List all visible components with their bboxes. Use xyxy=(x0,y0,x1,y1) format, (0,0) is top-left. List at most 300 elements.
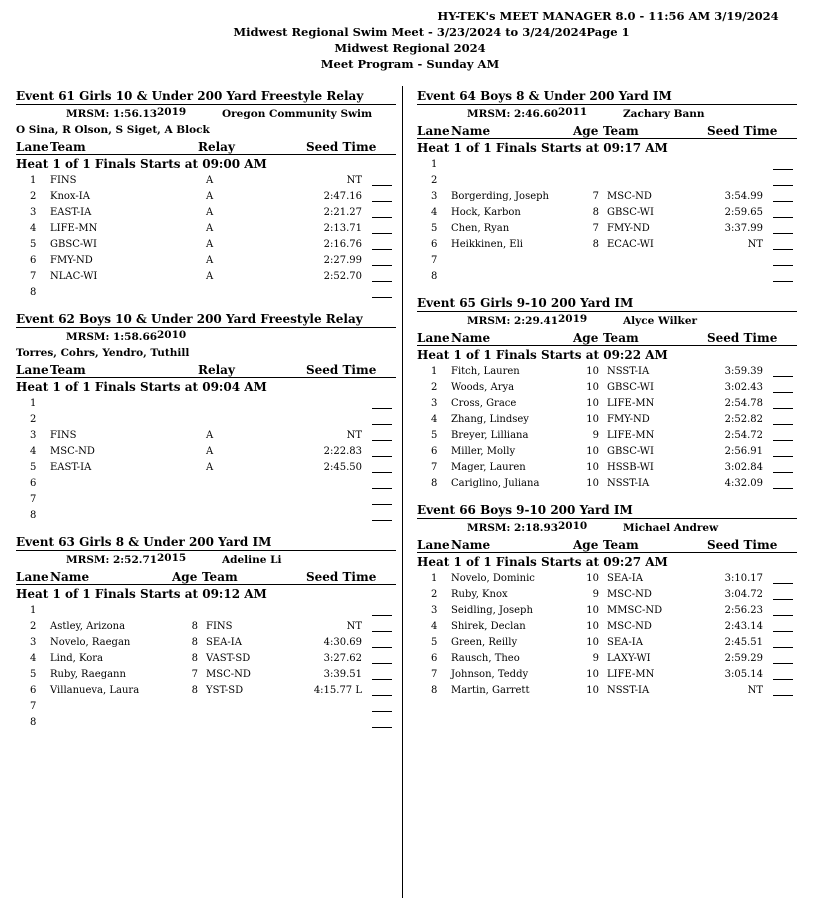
lane-number: 6 xyxy=(431,653,438,664)
lane-number: 3 xyxy=(431,398,438,409)
lane-number: 1 xyxy=(431,573,438,584)
result-blank-line xyxy=(773,169,793,170)
lane-number: 7 xyxy=(431,255,438,266)
swimmer-name: Zhang, Lindsey xyxy=(451,414,529,425)
lane-number: 1 xyxy=(30,175,37,186)
seed-time: 3:27.62 xyxy=(323,653,362,664)
event-61 xyxy=(16,88,396,301)
seed-time: 4:15.77 L xyxy=(313,685,362,696)
meet-record xyxy=(417,519,797,536)
record-time: 1:56.13 xyxy=(113,108,158,120)
right-column xyxy=(417,88,797,699)
event-title: Event 63 Girls 8 & Under 200 Yard IM xyxy=(16,534,396,551)
entry-row xyxy=(16,715,396,731)
swimmer-name: Johnson, Teddy xyxy=(451,669,529,680)
lane-number: 2 xyxy=(30,621,37,632)
result-blank-line xyxy=(372,520,392,521)
team-code: VAST-SD xyxy=(206,653,251,664)
lane-header: Lane xyxy=(16,140,49,154)
column-header xyxy=(16,138,396,155)
entry-row xyxy=(417,205,797,221)
meet-title-block xyxy=(150,24,670,72)
entry-row xyxy=(417,571,797,587)
result-blank-line xyxy=(372,233,392,234)
result-blank-line xyxy=(773,233,793,234)
lane-number: 7 xyxy=(431,462,438,473)
team-code: ECAC-WI xyxy=(607,239,654,250)
result-blank-line xyxy=(773,201,793,202)
result-blank-line xyxy=(773,281,793,282)
lane-number: 2 xyxy=(431,589,438,600)
team-code: NSST-IA xyxy=(607,366,650,377)
seed-time: 2:52.70 xyxy=(323,271,362,282)
event-title: Event 64 Boys 8 & Under 200 Yard IM xyxy=(417,88,797,105)
team-name: FINS xyxy=(50,430,77,441)
result-blank-line xyxy=(773,695,793,696)
swimmer-age: 10 xyxy=(586,446,599,457)
result-blank-line xyxy=(372,695,392,696)
record-label: MRSM: xyxy=(66,554,110,566)
lane-number: 6 xyxy=(30,685,37,696)
swimmer-age: 8 xyxy=(191,685,198,696)
team-code: LIFE-MN xyxy=(607,398,655,409)
result-blank-line xyxy=(372,727,392,728)
result-blank-line xyxy=(372,249,392,250)
swimmer-name: Astley, Arizona xyxy=(50,621,126,632)
seed-time: 2:22.83 xyxy=(323,446,362,457)
entries xyxy=(417,571,797,699)
lane-header: Lane xyxy=(417,538,450,552)
team-code: FMY-ND xyxy=(607,414,650,425)
entry-row xyxy=(417,364,797,380)
entry-row xyxy=(16,189,396,205)
lane-number: 5 xyxy=(30,669,37,680)
lane-number: 4 xyxy=(30,653,37,664)
swimmer-age: 9 xyxy=(592,589,599,600)
record-holder: Oregon Community Swim xyxy=(222,108,373,120)
team-code: MSC-ND xyxy=(206,669,251,680)
entry-row xyxy=(417,253,797,269)
lane-number: 7 xyxy=(30,271,37,282)
column-header xyxy=(417,122,797,139)
swimmer-age: 7 xyxy=(191,669,198,680)
lane-header: Lane xyxy=(16,570,49,584)
record-year: 2019 xyxy=(157,106,187,118)
team-header: Team xyxy=(603,331,639,345)
record-year: 2011 xyxy=(558,106,588,118)
heat-info: Heat 1 of 1 Finals Starts at 09:17 AM xyxy=(417,141,668,155)
seed-time: NT xyxy=(346,175,362,186)
team-name: LIFE-MN xyxy=(50,223,98,234)
result-blank-line xyxy=(372,488,392,489)
seed-header: Seed Time xyxy=(707,538,778,552)
lane-number: 5 xyxy=(431,430,438,441)
team-header: Team xyxy=(202,570,238,584)
result-blank-line xyxy=(372,440,392,441)
entry-row xyxy=(417,460,797,476)
column-header xyxy=(16,361,396,378)
entry-row xyxy=(16,508,396,524)
name-header: Name xyxy=(451,124,491,138)
team-code: MSC-ND xyxy=(607,191,652,202)
record-holder: Adeline Li xyxy=(222,554,282,566)
lane-number: 4 xyxy=(431,207,438,218)
result-blank-line xyxy=(372,472,392,473)
entry-row xyxy=(417,412,797,428)
team-name: NLAC-WI xyxy=(50,271,98,282)
lane-number: 2 xyxy=(431,175,438,186)
relay-letter: A xyxy=(206,255,214,266)
swimmer-age: 7 xyxy=(592,223,599,234)
record-year: 2019 xyxy=(558,313,588,325)
team-code: YST-SD xyxy=(206,685,244,696)
team-code: FMY-ND xyxy=(607,223,650,234)
seed-header: Seed Time xyxy=(707,124,778,138)
seed-time: NT xyxy=(747,685,763,696)
seed-time: 2:43.14 xyxy=(724,621,763,632)
entry-row xyxy=(417,444,797,460)
event-64 xyxy=(417,88,797,285)
team-code: MSC-ND xyxy=(607,621,652,632)
result-blank-line xyxy=(773,392,793,393)
lane-number: 1 xyxy=(431,159,438,170)
entry-row xyxy=(16,428,396,444)
swimmer-name: Villanueva, Laura xyxy=(50,685,140,696)
swimmer-name: Heikkinen, Eli xyxy=(451,239,524,250)
seed-time: 3:39.51 xyxy=(323,669,362,680)
record-holder: Alyce Wilker xyxy=(623,315,698,327)
entry-row xyxy=(16,237,396,253)
swimmer-age: 9 xyxy=(592,430,599,441)
entry-row xyxy=(417,237,797,253)
seed-time: 3:37.99 xyxy=(724,223,763,234)
seed-time: 2:59.65 xyxy=(724,207,763,218)
entries xyxy=(417,364,797,492)
meet-record xyxy=(16,105,396,122)
entry-row xyxy=(417,476,797,492)
record-relay-names: O Sina, R Olson, S Siget, A Block xyxy=(16,124,210,136)
swimmer-age: 10 xyxy=(586,366,599,377)
lane-number: 2 xyxy=(431,382,438,393)
swimmer-name: Hock, Karbon xyxy=(451,207,521,218)
event-65 xyxy=(417,295,797,492)
seed-header: Seed Time xyxy=(306,363,377,377)
team-code: SEA-IA xyxy=(607,573,643,584)
lane-number: 6 xyxy=(30,255,37,266)
relay-letter: A xyxy=(206,271,214,282)
lane-number: 1 xyxy=(30,605,37,616)
swimmer-name: Green, Reilly xyxy=(451,637,518,648)
swimmer-name: Lind, Kora xyxy=(50,653,104,664)
swimmer-name: Novelo, Raegan xyxy=(50,637,131,648)
swimmer-name: Martin, Garrett xyxy=(451,685,530,696)
entry-row xyxy=(16,683,396,699)
relay-letter: A xyxy=(206,223,214,234)
age-header: Age xyxy=(573,124,599,138)
seed-time: 2:52.82 xyxy=(724,414,763,425)
relay-letter: A xyxy=(206,462,214,473)
swimmer-age: 10 xyxy=(586,462,599,473)
lane-number: 7 xyxy=(30,494,37,505)
result-blank-line xyxy=(773,647,793,648)
swimmer-name: Rausch, Theo xyxy=(451,653,520,664)
seed-time: 2:21.27 xyxy=(323,207,362,218)
result-blank-line xyxy=(773,249,793,250)
heat-info: Heat 1 of 1 Finals Starts at 09:22 AM xyxy=(417,348,668,362)
lane-number: 4 xyxy=(30,223,37,234)
result-blank-line xyxy=(773,408,793,409)
result-blank-line xyxy=(372,663,392,664)
swimmer-age: 10 xyxy=(586,669,599,680)
record-year: 2015 xyxy=(157,552,187,564)
entry-row xyxy=(16,635,396,651)
entries xyxy=(16,603,396,731)
swimmer-name: Cariglino, Juliana xyxy=(451,478,540,489)
seed-time: 4:30.69 xyxy=(323,637,362,648)
entry-row xyxy=(16,285,396,301)
entry-row xyxy=(417,635,797,651)
swimmer-name: Ruby, Raegann xyxy=(50,669,126,680)
swimmer-age: 10 xyxy=(586,637,599,648)
team-code: LIFE-MN xyxy=(607,669,655,680)
team-name: EAST-IA xyxy=(50,207,92,218)
entry-row xyxy=(417,428,797,444)
entry-row xyxy=(16,651,396,667)
meet-record xyxy=(16,328,396,345)
event-63 xyxy=(16,534,396,731)
heat-info: Heat 1 of 1 Finals Starts at 09:27 AM xyxy=(417,555,668,569)
result-blank-line xyxy=(773,631,793,632)
seed-time: 2:45.50 xyxy=(323,462,362,473)
seed-time: 3:10.17 xyxy=(724,573,763,584)
lane-number: 6 xyxy=(431,239,438,250)
seed-time: 2:27.99 xyxy=(323,255,362,266)
lane-number: 2 xyxy=(30,414,37,425)
team-code: MMSC-ND xyxy=(607,605,663,616)
lane-number: 7 xyxy=(30,701,37,712)
lane-header: Lane xyxy=(417,331,450,345)
age-header: Age xyxy=(573,331,599,345)
meet-record xyxy=(16,551,396,568)
record-label: MRSM: xyxy=(467,315,511,327)
entry-row xyxy=(417,221,797,237)
lane-number: 3 xyxy=(431,191,438,202)
lane-number: 3 xyxy=(30,430,37,441)
team-code: GBSC-WI xyxy=(607,446,654,457)
result-blank-line xyxy=(372,217,392,218)
lane-number: 5 xyxy=(30,462,37,473)
swimmer-age: 8 xyxy=(191,653,198,664)
seed-time: 3:05.14 xyxy=(724,669,763,680)
entry-row xyxy=(417,269,797,285)
entry-row xyxy=(16,205,396,221)
seed-time: 2:56.23 xyxy=(724,605,763,616)
lane-number: 6 xyxy=(431,446,438,457)
entry-row xyxy=(417,667,797,683)
event-title: Event 62 Boys 10 & Under 200 Yard Freestyle Relay xyxy=(16,311,396,328)
result-blank-line xyxy=(372,265,392,266)
entry-row xyxy=(16,444,396,460)
result-blank-line xyxy=(372,297,392,298)
seed-time: 2:45.51 xyxy=(724,637,763,648)
seed-time: 2:13.71 xyxy=(323,223,362,234)
name-header: Name xyxy=(451,538,491,552)
result-blank-line xyxy=(773,599,793,600)
entry-row xyxy=(16,396,396,412)
event-title: Event 66 Boys 9-10 200 Yard IM xyxy=(417,502,797,519)
seed-time: 2:47.16 xyxy=(323,191,362,202)
entry-row xyxy=(16,173,396,189)
lane-number: 5 xyxy=(30,239,37,250)
meet-record xyxy=(417,105,797,122)
swimmer-name: Novelo, Dominic xyxy=(451,573,535,584)
entry-row xyxy=(16,619,396,635)
swimmer-age: 7 xyxy=(592,191,599,202)
swimmer-age: 10 xyxy=(586,414,599,425)
swimmer-age: 8 xyxy=(191,621,198,632)
result-blank-line xyxy=(773,472,793,473)
heat-info: Heat 1 of 1 Finals Starts at 09:00 AM xyxy=(16,157,267,171)
swimmer-name: Breyer, Lilliana xyxy=(451,430,529,441)
swimmer-name: Shirek, Declan xyxy=(451,621,526,632)
swimmer-age: 10 xyxy=(586,478,599,489)
swimmer-age: 10 xyxy=(586,685,599,696)
swimmer-name: Woods, Arya xyxy=(451,382,515,393)
seed-time: 3:02.43 xyxy=(724,382,763,393)
team-header: Team xyxy=(50,363,86,377)
lane-number: 8 xyxy=(431,685,438,696)
seed-header: Seed Time xyxy=(707,331,778,345)
seed-time: 2:59.29 xyxy=(724,653,763,664)
team-header: Team xyxy=(50,140,86,154)
seed-time: 3:59.39 xyxy=(724,366,763,377)
lane-number: 6 xyxy=(30,478,37,489)
header-line-1: HY-TEK's MEET MANAGER 8.0 - 11:56 AM 3/19/2024 Page 1 xyxy=(437,9,779,39)
team-name: FINS xyxy=(50,175,77,186)
seed-time: 2:16.76 xyxy=(323,239,362,250)
team-name: Knox-IA xyxy=(50,191,90,202)
entry-row xyxy=(417,619,797,635)
swimmer-name: Chen, Ryan xyxy=(451,223,510,234)
lane-number: 4 xyxy=(431,414,438,425)
seed-header: Seed Time xyxy=(306,140,377,154)
seed-time: NT xyxy=(747,239,763,250)
record-label: MRSM: xyxy=(66,108,110,120)
team-name: MSC-ND xyxy=(50,446,95,457)
seed-time: 4:32.09 xyxy=(724,478,763,489)
entry-row xyxy=(417,189,797,205)
result-blank-line xyxy=(372,615,392,616)
swimmer-age: 10 xyxy=(586,398,599,409)
team-code: NSST-IA xyxy=(607,685,650,696)
team-code: MSC-ND xyxy=(607,589,652,600)
result-blank-line xyxy=(372,185,392,186)
seed-header: Seed Time xyxy=(306,570,377,584)
entry-row xyxy=(16,699,396,715)
heat-info: Heat 1 of 1 Finals Starts at 09:04 AM xyxy=(16,380,267,394)
record-time: 2:29.41 xyxy=(514,315,559,327)
relay-letter: A xyxy=(206,239,214,250)
lane-number: 8 xyxy=(30,287,37,298)
age-header: Age xyxy=(172,570,198,584)
result-blank-line xyxy=(773,440,793,441)
lane-number: 4 xyxy=(30,446,37,457)
name-header: Name xyxy=(451,331,491,345)
record-relay-names: Torres, Cohrs, Yendro, Tuthill xyxy=(16,347,190,359)
team-name: EAST-IA xyxy=(50,462,92,473)
entry-row xyxy=(16,667,396,683)
entry-row xyxy=(417,157,797,173)
entry-row xyxy=(16,269,396,285)
lane-header: Lane xyxy=(417,124,450,138)
result-blank-line xyxy=(773,185,793,186)
result-blank-line xyxy=(372,631,392,632)
lane-number: 3 xyxy=(30,637,37,648)
seed-time: 2:56.91 xyxy=(724,446,763,457)
record-label: MRSM: xyxy=(467,108,511,120)
seed-time: 3:04.72 xyxy=(724,589,763,600)
swimmer-name: Mager, Lauren xyxy=(451,462,526,473)
swimmer-name: Miller, Molly xyxy=(451,446,516,457)
lane-number: 2 xyxy=(30,191,37,202)
swimmer-name: Cross, Grace xyxy=(451,398,517,409)
seed-time: NT xyxy=(346,621,362,632)
lane-header: Lane xyxy=(16,363,49,377)
result-blank-line xyxy=(773,376,793,377)
record-time: 2:46.60 xyxy=(514,108,559,120)
entry-row xyxy=(16,603,396,619)
entry-row xyxy=(16,492,396,508)
entry-row xyxy=(417,396,797,412)
age-header: Age xyxy=(573,538,599,552)
left-column xyxy=(16,88,396,731)
result-blank-line xyxy=(773,217,793,218)
result-blank-line xyxy=(773,663,793,664)
result-blank-line xyxy=(372,679,392,680)
entry-row xyxy=(16,460,396,476)
entry-row xyxy=(16,476,396,492)
swimmer-age: 10 xyxy=(586,621,599,632)
name-header: Name xyxy=(50,570,90,584)
result-blank-line xyxy=(372,408,392,409)
event-title: Event 65 Girls 9-10 200 Yard IM xyxy=(417,295,797,312)
relay-letter: A xyxy=(206,446,214,457)
lane-number: 1 xyxy=(431,366,438,377)
column-divider xyxy=(402,86,403,898)
team-name: GBSC-WI xyxy=(50,239,97,250)
record-year: 2010 xyxy=(558,520,588,532)
record-time: 2:18.93 xyxy=(514,522,559,534)
relay-header: Relay xyxy=(198,140,235,154)
entry-row xyxy=(417,651,797,667)
team-code: SEA-IA xyxy=(206,637,242,648)
swimmer-name: Borgerding, Joseph xyxy=(451,191,549,202)
seed-time: 3:02.84 xyxy=(724,462,763,473)
seed-time: 3:54.99 xyxy=(724,191,763,202)
record-time: 2:52.71 xyxy=(113,554,158,566)
swimmer-age: 8 xyxy=(191,637,198,648)
result-blank-line xyxy=(773,265,793,266)
entries xyxy=(417,157,797,285)
lane-number: 7 xyxy=(431,669,438,680)
swimmer-age: 8 xyxy=(592,239,599,250)
result-blank-line xyxy=(773,615,793,616)
lane-number: 8 xyxy=(431,478,438,489)
result-blank-line xyxy=(773,679,793,680)
result-blank-line xyxy=(372,201,392,202)
swimmer-age: 9 xyxy=(592,653,599,664)
column-header xyxy=(417,536,797,553)
